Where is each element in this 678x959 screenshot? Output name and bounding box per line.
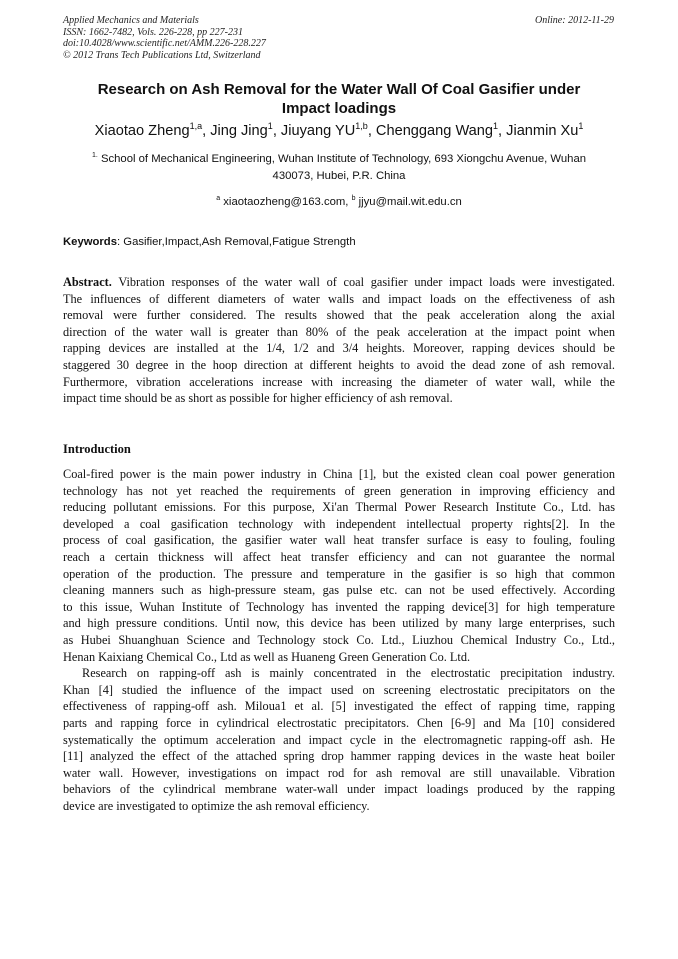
- affiliation-line: 430073, Hubei, P.R. China: [272, 170, 406, 182]
- abstract-label: Abstract.: [63, 275, 112, 289]
- abstract-line: removal were further considered. The results showed that the peak acceleration along the axial: [63, 308, 615, 323]
- doi-line: doi:10.4028/www.scientific.net/AMM.226-228.227: [63, 38, 266, 49]
- body-line: parts and rapping force in cylindrical electrostatic precipitators. Chen [6-9] and Ma [10] considered: [63, 715, 615, 730]
- affiliation-mark: 1.: [91, 152, 98, 159]
- body-line: technology has not yet reached the requirements of green generation in improving efficiency and: [63, 483, 615, 498]
- abstract-line: direction of the water wall is greater than 80% of the peak acceleration at the impact point when: [63, 324, 615, 339]
- body-line: process of coal gasification, the gasifier water wall heat transfer surface is easy to fouling, fouling: [63, 533, 615, 548]
- introduction-body: [63, 466, 615, 814]
- author-affiliation-mark: 1: [493, 121, 499, 131]
- affiliation: [63, 151, 615, 185]
- keywords-text: : Gasifier,Impact,Ash Removal,Fatigue Strength: [117, 236, 356, 248]
- title-line: Research on Ash Removal for the Water Wall Of Coal Gasifier under: [97, 81, 581, 98]
- affiliation-text: School of Mechanical Engineering, Wuhan Institute of Technology, 693 Xiongchu Avenue, Wuhan: [100, 153, 587, 165]
- journal-name: Applied Mechanics and Materials: [63, 15, 199, 26]
- body-line: Henan Kaixiang Chemical Co., Ltd as well as Huaneng Green Generation Co. Ltd.: [63, 649, 471, 664]
- author-affiliation-mark: 1,a: [189, 121, 203, 131]
- abstract-line: The influences of different diameters of water walls and impact loads on the effectiveness of ash: [63, 291, 615, 306]
- author-name: Jing Jing: [210, 123, 268, 139]
- body-line: behaviors of the cylindrical membrane water-wall under impact loadings produced by the rapping: [63, 782, 615, 797]
- online-date: Online: 2012-11-29: [535, 15, 614, 26]
- email-link[interactable]: jjyu@mail.wit.edu.cn: [358, 196, 462, 208]
- email-mark: b: [351, 195, 356, 202]
- email-link[interactable]: xiaotaozheng@163.com,: [223, 196, 349, 208]
- body-line: effectiveness of rapping-off ash. Miloua1 et al. [5] investigated the effect of rapping time, rapping: [63, 699, 615, 714]
- body-line: cleaning manners such as high-pressure steam, gas pulse etc. can not be used effectively. According: [63, 583, 615, 598]
- abstract-line: rapping devices are installed at the 1/4, 1/2 and 3/4 heights. Moreover, rapping devices should be: [63, 341, 615, 356]
- author-name: Jiuyang YU: [280, 123, 356, 139]
- abstract: [63, 274, 615, 407]
- body-line: developed a coal gasification technology with independent intellectual property rights[2]. In the: [63, 516, 615, 531]
- abstract-line: staggered 30 degree in the hoop direction at different heights to avoid the dead zone of ash removal.: [63, 357, 615, 372]
- section-heading: Introduction: [63, 442, 131, 456]
- issn-line: ISSN: 1662-7482, Vols. 226-228, pp 227-231: [63, 26, 243, 38]
- abstract-line: [63, 274, 615, 291]
- keywords: [63, 234, 615, 250]
- author-name: Xiaotao Zheng: [94, 123, 190, 139]
- author-affiliation-mark: 1,b: [355, 121, 368, 131]
- abstract-text: Vibration responses of the water wall of coal gasifier under impact loads were investigated.: [111, 275, 615, 289]
- body-line: operation of the production. The pressure and temperature in the gasifier is so high that common: [63, 566, 615, 581]
- title-line: Impact loadings: [281, 100, 397, 117]
- author-list: Xiaotao Zheng$^{1,a}$, Jing Jing$^1$, Jiuyang YU$^{1,b}$, Chenggang Wang$^1$, Jianmin Xu$^1$: [94, 121, 584, 139]
- paper-title: [63, 80, 615, 118]
- journal-info: [63, 15, 266, 61]
- author-name: Chenggang Wang: [375, 123, 494, 139]
- author-name: Jianmin Xu: [506, 123, 579, 139]
- body-line: device are investigated to optimize the ash removal efficiency.: [63, 798, 370, 813]
- copyright-line: © 2012 Trans Tech Publications Ltd, Switzerland: [63, 49, 261, 61]
- author-emails: [63, 194, 615, 210]
- abstract-line: impact time should be as short as possible for higher efficiency of ash removal.: [63, 391, 453, 406]
- author-affiliation-mark: 1: [578, 121, 584, 131]
- email-mark: a: [216, 195, 221, 202]
- body-line: reach a certain thickness will affect heat transfer efficiency and can not guarantee the normal: [63, 549, 615, 564]
- body-line: Coal-fired power is the main power industry in China [1], but the existed clean coal power generation: [63, 467, 615, 481]
- body-line: reducing pollutant emissions. For this purpose, Xi'an Thermal Power Research Institute Co., Ltd. has: [63, 500, 615, 515]
- body-line: and high pressure conditions. Until now, this device has been utilized by many large enterprises, such: [63, 616, 615, 631]
- body-line: systematically the optimum acceleration and impact cycle in the electromagnetic rapping-off ash. He: [63, 732, 615, 747]
- keywords-label: Keywords: [63, 236, 117, 248]
- body-line: Khan [4] studied the influence of the impact used on screening electrostatic precipitators on the: [63, 682, 615, 697]
- body-line: Research on rapping-off ash is mainly concentrated in the electrostatic precipitation industry.: [82, 666, 615, 681]
- affiliation-line: [63, 151, 615, 168]
- body-line: [11] analyzed the effect of the attached spring drop hammer rapping devices in the waste heat boiler: [63, 749, 615, 764]
- body-line: as Hubei Shuanghuan Science and Technology stock Co. Ltd., Liuzhou Chemical Industry Co., Ltd.,: [63, 632, 615, 647]
- abstract-line: Furthermore, vibration accelerations increase with increasing the diameter of water wall, while the: [63, 374, 615, 389]
- author-affiliation-mark: 1: [267, 121, 273, 131]
- body-line: to this issue, Wuhan Institute of Technology has invented the rapping device[3] for high temperature: [63, 599, 615, 614]
- body-line: water wall. However, investigations on impact rod for ash removal are still unavailable. Vibration: [63, 765, 615, 780]
